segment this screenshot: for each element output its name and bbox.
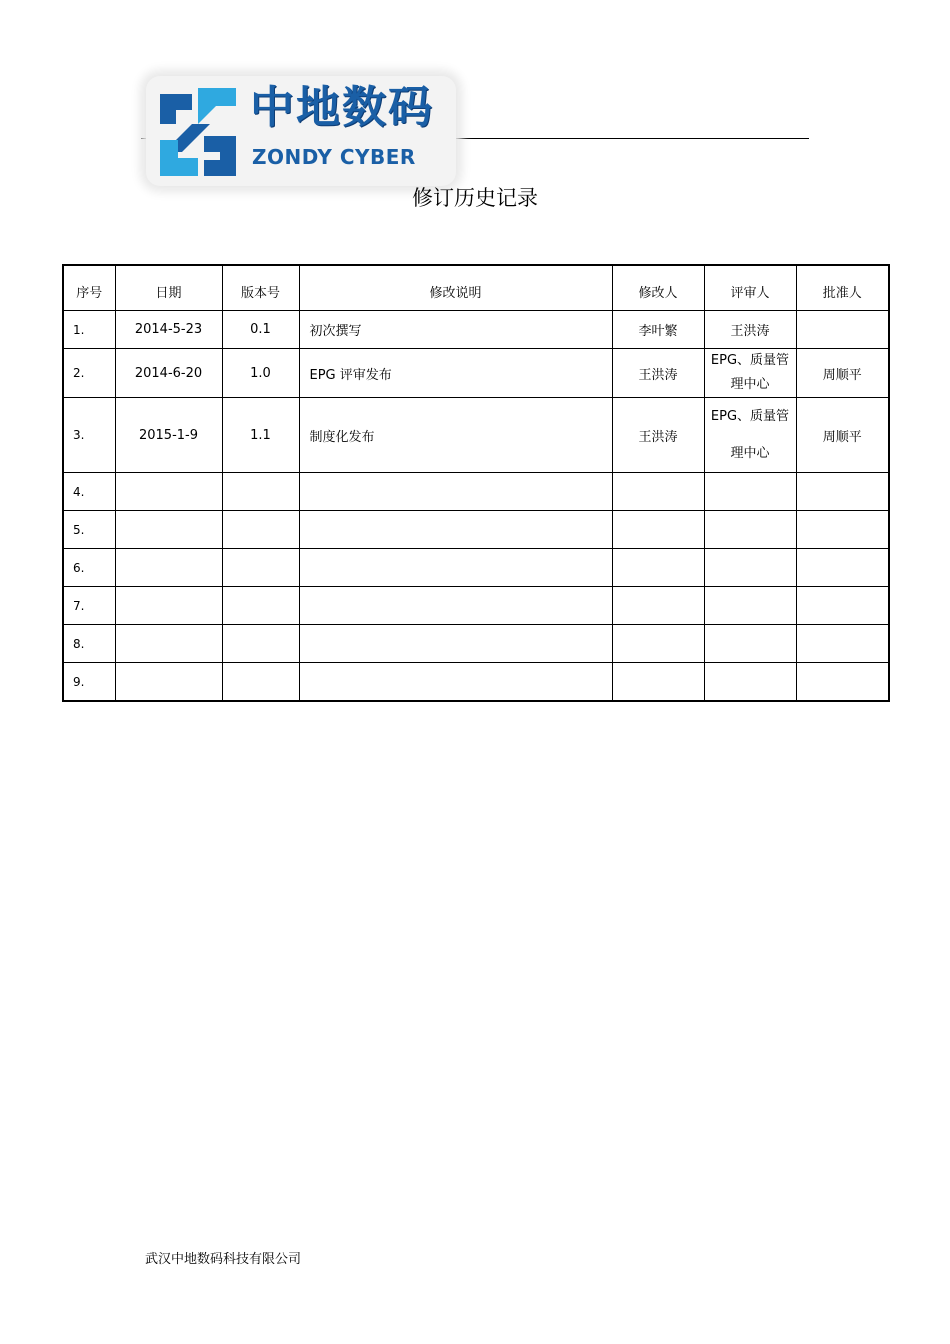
header-cell-author: 修改人 (612, 265, 704, 311)
logo-mark-icon (152, 84, 244, 180)
header-cell-description: 修改说明 (299, 265, 612, 311)
cell-approver: 周顺平 (796, 349, 889, 398)
cell-date (115, 549, 222, 587)
table-row (63, 511, 889, 549)
cell-no: 5. (63, 511, 115, 549)
cell-reviewer (704, 549, 796, 587)
cell-description: 初次撰写 (299, 311, 612, 349)
cell-date (115, 663, 222, 702)
cell-no: 4. (63, 473, 115, 511)
cell-author: 李叶繁 (612, 311, 704, 349)
cell-version: 1.0 (222, 349, 299, 398)
cell-author (612, 663, 704, 702)
cell-description (299, 625, 612, 663)
table-row (63, 473, 889, 511)
cell-approver (796, 587, 889, 625)
cell-approver (796, 511, 889, 549)
cell-date (115, 511, 222, 549)
cell-reviewer (704, 473, 796, 511)
cell-date (115, 625, 222, 663)
cell-approver (796, 473, 889, 511)
cell-date (115, 587, 222, 625)
cell-description (299, 549, 612, 587)
cell-version: 1.1 (222, 398, 299, 473)
logo-text-cn: 中地数码 (250, 82, 434, 133)
cell-version (222, 663, 299, 702)
cell-no: 6. (63, 549, 115, 587)
cell-reviewer (704, 625, 796, 663)
page-title: 修订历史记录 (412, 186, 538, 210)
cell-reviewer (704, 398, 796, 473)
cell-approver (796, 311, 889, 349)
cell-version: 0.1 (222, 311, 299, 349)
cell-no: 9. (63, 663, 115, 702)
table-header-row (63, 265, 889, 311)
cell-version (222, 549, 299, 587)
cell-author: 王洪涛 (612, 349, 704, 398)
cell-description (299, 587, 612, 625)
footer-company-name: 武汉中地数码科技有限公司 (145, 1252, 302, 1267)
reviewer-line: 理中心 (730, 446, 770, 461)
header-cell-no: 序号 (63, 265, 115, 311)
header-cell-version: 版本号 (222, 265, 299, 311)
reviewer-line: EPG、质量管 (710, 409, 790, 424)
header-cell-approver: 批准人 (796, 265, 889, 311)
table-row (63, 398, 889, 473)
cell-date: 2014-6-20 (115, 349, 222, 398)
cell-description (299, 511, 612, 549)
cell-no: 8. (63, 625, 115, 663)
cell-reviewer (704, 587, 796, 625)
cell-date (115, 473, 222, 511)
cell-description (299, 663, 612, 702)
cell-reviewer (704, 349, 796, 398)
cell-no: 1. (63, 311, 115, 349)
cell-approver (796, 625, 889, 663)
cell-author (612, 587, 704, 625)
cell-version (222, 587, 299, 625)
table-row (63, 549, 889, 587)
cell-date: 2015-1-9 (115, 398, 222, 473)
cell-version (222, 625, 299, 663)
cell-author: 王洪涛 (612, 398, 704, 473)
cell-reviewer (704, 663, 796, 702)
cell-description (299, 473, 612, 511)
reviewer-line: 理中心 (730, 377, 770, 392)
table-row (63, 587, 889, 625)
cell-author (612, 549, 704, 587)
cell-approver (796, 663, 889, 702)
table-row (63, 311, 889, 349)
cell-approver (796, 549, 889, 587)
logo-text-en: ZONDY CYBER (252, 145, 416, 169)
cell-version (222, 473, 299, 511)
cell-no: 2. (63, 349, 115, 398)
cell-author (612, 473, 704, 511)
company-logo (146, 76, 456, 186)
cell-reviewer (704, 511, 796, 549)
cell-no: 3. (63, 398, 115, 473)
reviewer-line: EPG、质量管 (710, 353, 790, 368)
table-row (63, 625, 889, 663)
revision-history-table (62, 264, 890, 702)
header-cell-reviewer: 评审人 (704, 265, 796, 311)
cell-reviewer: 王洪涛 (704, 311, 796, 349)
cell-approver: 周顺平 (796, 398, 889, 473)
cell-no: 7. (63, 587, 115, 625)
cell-description: 制度化发布 (299, 398, 612, 473)
cell-date: 2014-5-23 (115, 311, 222, 349)
table-row (63, 663, 889, 702)
cell-description: EPG 评审发布 (299, 349, 612, 398)
header-cell-date: 日期 (115, 265, 222, 311)
cell-version (222, 511, 299, 549)
cell-author (612, 625, 704, 663)
table-row (63, 349, 889, 398)
cell-author (612, 511, 704, 549)
